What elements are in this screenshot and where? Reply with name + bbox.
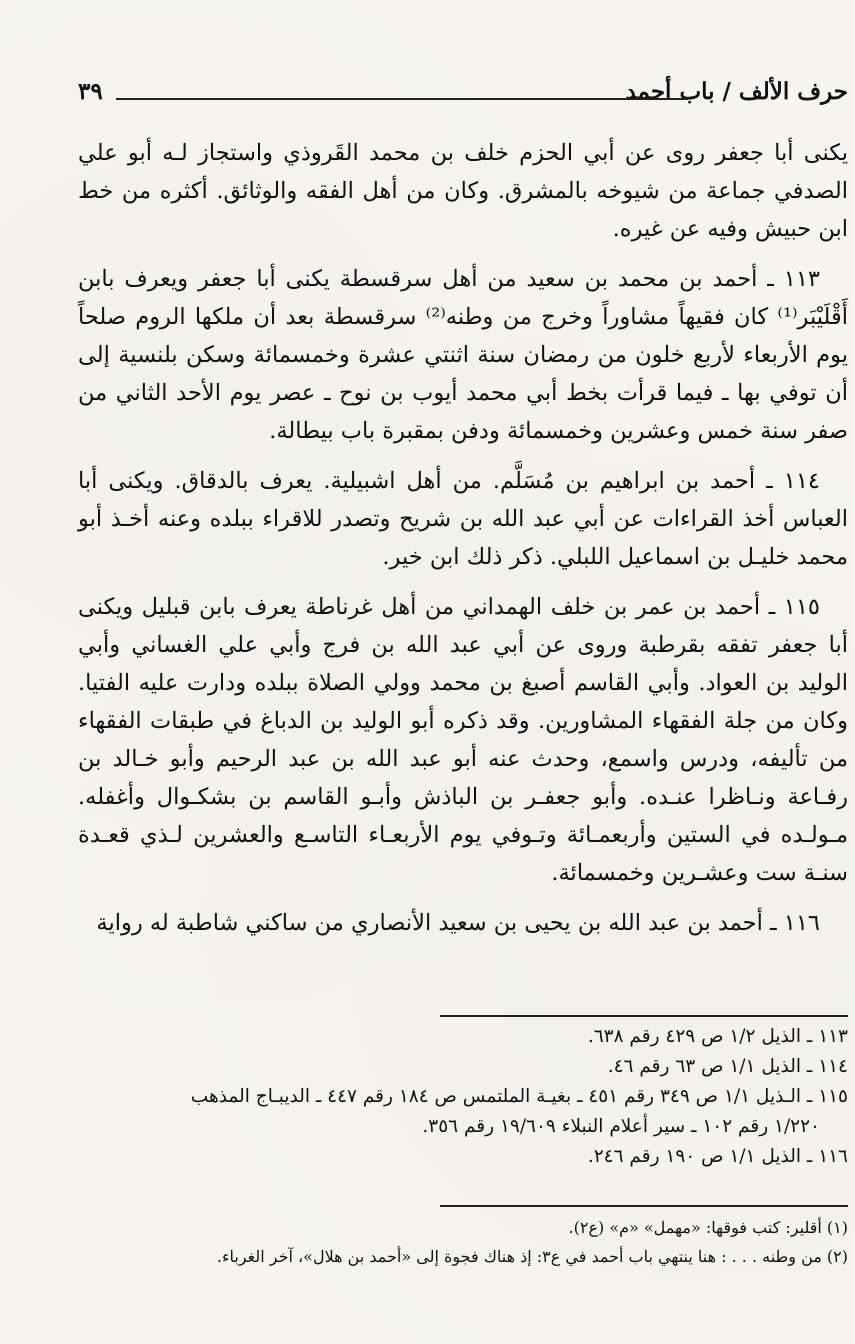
footnote-1: (١) أقلير: كتب فوقها: «مهمل» «م» (ع٢). [568, 1218, 848, 1237]
entry-114: ١١٤ ـ أحمد بن ابراهيم بن مُسَلَّم. من أهل اشبيلية. يعرف بالدقاق. ويكنى أبا العباس أخذ القراءات عن أبي عبد الله بن شريح وتصدر للاقراء ببلده وعنه أخـذ أبو محمد خليـل بن اسماعيل اللبلي. ذكر ذلك ابن خير. [78, 468, 848, 570]
entry-115: ١١٥ ـ أحمد بن عمر بن خلف الهمداني من أهل غرناطة يعرف بابن قبليل ويكنى أبا جعفر تفقه بقرطبة وروى عن أبي عبد الله بن فرج وأبي علي الغساني وأبي الوليد بن العواد. وأبي القاسم أصبغ بن محمد وولي الصلاة ببلده ودارت عليه الفتيا. وكان من جلة الفقهاء المشاورين. وقد ذكره أبو الوليد بن الدباغ في طبقات الفقهاء من تأليفه، ودرس واسمع، وحدث عنه أبو عبد الله بن عبد الرحيم وأبو خـالد بن رفـاعة ونـاظرا عنـده. وأبو جعفـر بن الباذش وأبـو القاسم بن بشكـوال وأغفله. مـولـده في الستين وأربعمـائة وتـوفي يوم الأربعـاء التاسـع والعشرين لـذي قعـدة سنـة ست وعشـرين وخمسمائة. [78, 594, 848, 886]
main-text [78, 134, 848, 954]
source-115-continued: ١/٢٢٠ رقم ١٠٢ ـ سير أعلام النبلاء ١٩/٦٠٩ رقم ٣٥٦. [422, 1116, 820, 1137]
source-114: ١١٤ ـ الذيل ١/١ ص ٦٣ رقم ٤٦. [607, 1056, 848, 1077]
page-number: ٣٩ [78, 78, 103, 105]
header-rule [116, 98, 688, 100]
sources-apparatus [78, 1022, 848, 1172]
notes-rule [440, 1205, 848, 1207]
running-head: حرف الألف / باب أحمد [625, 78, 848, 105]
paragraph-continuation: يكنى أبا جعفر روى عن أبي الحزم خلف بن محمد القَروذي واستجاز لـه أبو علي الصدفي جماعة من شيوخه بالمشرق. وكان من أهل الفقه والوثائق. أكثره من خط ابن حبيش وفيه عن غيره. [78, 140, 848, 242]
sources-rule [440, 1015, 848, 1017]
source-116: ١١٦ ـ الذيل ١/١ ص ١٩٠ رقم ٢٤٦. [587, 1146, 848, 1167]
footnotes [78, 1213, 848, 1271]
source-113: ١١٣ ـ الذيل ١/٢ ص ٤٢٩ رقم ٦٣٨. [587, 1026, 848, 1047]
entry-113: ١١٣ ـ أحمد بن محمد بن سعيد من أهل سرقسطة يكنى أبا جعفر ويعرف بابن أَقْلَيْبَر⁽¹⁾ كان فقيهاً مشاوراً وخرج من وطنه⁽²⁾ سرقسطة بعد أن ملكها الروم صلحاً يوم الأربعاء لأربع خلون من رمضان سنة اثنتي عشرة وخمسمائة وسكن بلنسية إلى أن توفي بها ـ فيما قرأت بخط أبي محمد أيوب بن نوح ـ عصر يوم الأحد الثاني من صفر سنة خمس وعشرين وخمسمائة ودفن بمقبرة باب بيطالة. [78, 266, 848, 444]
footnote-2: (٢) من وطنه . . . : هنا ينتهي باب أحمد في ع٣: إذ هناك فجوة إلى «أحمد بن هلال»، آخر الغرباء. [216, 1247, 848, 1266]
source-115: ١١٥ ـ الـذيل ١/١ ص ٣٤٩ رقم ٤٥١ ـ بغيـة الملتمس ص ١٨٤ رقم ٤٤٧ ـ الديبـاج المذهب [190, 1086, 848, 1107]
page-header [78, 78, 848, 108]
entry-116: ١١٦ ـ أحمد بن عبد الله بن يحيى بن سعيد الأنصاري من ساكني شاطبة له رواية [96, 910, 820, 936]
